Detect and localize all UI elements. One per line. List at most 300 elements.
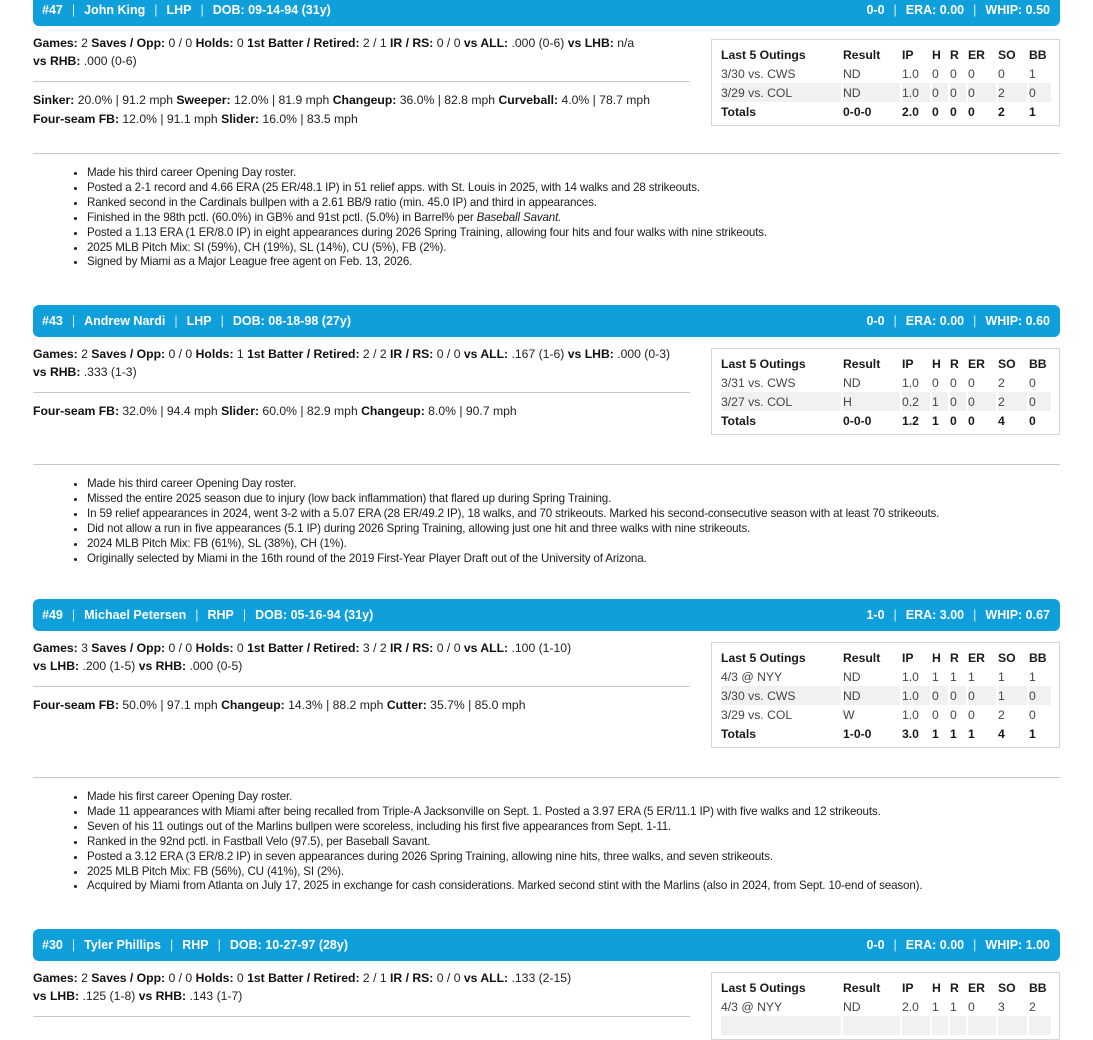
note-item: • Made 11 appearances with Miami after being recalled from Triple-A Jacksonville on Sept. 1. Posted a 3.97 ERA (5 ER/11.1 IP) with five walks and 12 strikeouts. <box>87 805 922 820</box>
player-whip: WHIP: 0.50 <box>985 3 1050 17</box>
cell: 1.0 <box>902 707 919 722</box>
season-stats <box>33 345 703 381</box>
totals-row <box>721 411 1051 430</box>
cell: 1 <box>1029 104 1036 119</box>
cell: H <box>843 392 900 411</box>
pitch-mix <box>33 696 703 715</box>
cell: 0 <box>932 83 948 102</box>
stat-value: .000 (0-3) <box>617 347 671 361</box>
cell: ND <box>843 83 900 102</box>
note-item: • Signed by Miami as a Major League free agent on Feb. 13, 2026. <box>87 255 767 270</box>
stat-label: vs LHB: <box>33 989 80 1003</box>
pitch-value: 12.0% | 91.1 mph <box>122 111 218 126</box>
column-header: R <box>950 356 959 371</box>
stat-value: 3 / 2 <box>362 641 387 655</box>
stat-label: vs LHB: <box>33 659 80 673</box>
note-item: • Ranked second in the Cardinals bullpen with a 2.61 BB/9 ratio (min. 45.0 IP) and third in appearances. <box>87 196 767 211</box>
stat-value: 1 <box>236 347 244 361</box>
cell: 0 <box>932 66 939 81</box>
stat-label: Games: <box>33 641 78 655</box>
divider: | <box>220 314 224 328</box>
stat-value: 2 / 2 <box>362 347 387 361</box>
cell: 1 <box>1029 669 1036 684</box>
stat-value: 0 <box>236 971 244 985</box>
stat-label: Holds: <box>195 971 234 985</box>
cell: 0 <box>968 83 996 102</box>
cell: 0 <box>968 999 975 1014</box>
cell: 0 <box>950 392 966 411</box>
divider-line <box>33 81 690 82</box>
cell: 2.0 <box>902 104 919 119</box>
stat-label: 1st Batter / Retired: <box>247 971 360 985</box>
cell: 0 <box>1029 686 1051 705</box>
cell: 0 <box>932 707 939 722</box>
player-notes <box>71 477 939 566</box>
cell: 0 <box>950 375 957 390</box>
player-dob: DOB: 05-16-94 (31y) <box>255 608 374 622</box>
totals-row <box>721 724 1051 743</box>
cell: 0.2 <box>902 392 930 411</box>
cell: ND <box>843 669 861 684</box>
column-header: SO <box>998 47 1016 62</box>
column-header: Result <box>843 356 881 371</box>
cell: 3/27 vs. COL <box>721 392 841 411</box>
stat-label: Saves / Opp: <box>91 36 166 50</box>
player-whip: WHIP: 1.00 <box>985 938 1050 952</box>
column-header: IP <box>902 356 914 371</box>
cell: 1.0 <box>902 375 919 390</box>
stat-label: vs RHB: <box>138 659 187 673</box>
player-number: #47 <box>42 3 63 17</box>
stat-label: Holds: <box>195 36 234 50</box>
cell: 0-0-0 <box>843 413 872 428</box>
column-header: SO <box>998 356 1016 371</box>
note-item: • Posted a 3.12 ERA (3 ER/8.2 IP) in seven appearances during 2026 Spring Training, allowing nine hits, three walks, and seven strikeouts. <box>87 850 922 865</box>
player-header-bar <box>33 305 1060 337</box>
cell: 1.0 <box>902 83 930 102</box>
cell: 4 <box>998 726 1005 741</box>
stat-label: 1st Batter / Retired: <box>247 347 360 361</box>
stat-value: .333 (1-3) <box>83 365 137 379</box>
column-header: R <box>950 47 959 62</box>
pitch-mix <box>33 91 703 128</box>
cell: 3 <box>998 999 1005 1014</box>
player-summary <box>866 938 1050 952</box>
cell: 0 <box>932 104 939 119</box>
divider: | <box>169 938 174 952</box>
pitch-name: Sweeper: <box>176 93 231 107</box>
divider: | <box>973 314 977 328</box>
stat-label: 1st Batter / Retired: <box>247 36 360 50</box>
stat-value: .000 (0-6) <box>83 54 137 68</box>
player-summary <box>866 314 1050 328</box>
pitch-value: 16.0% | 83.5 mph <box>262 111 358 126</box>
player-number: #43 <box>42 314 63 328</box>
player-identity <box>42 314 351 328</box>
cell: 0 <box>950 104 957 119</box>
column-header: Result <box>843 650 881 665</box>
cell: 1-0-0 <box>843 726 872 741</box>
column-header: Last 5 Outings <box>721 356 806 371</box>
stat-value: .000 (0-5) <box>189 659 243 673</box>
pitch-value: 35.7% | 85.0 mph <box>430 698 526 712</box>
divider: | <box>973 3 977 17</box>
cell: 0 <box>932 686 948 705</box>
column-header: BB <box>1029 980 1047 995</box>
totals-row <box>721 102 1051 121</box>
stat-value: .000 (0-6) <box>511 36 565 50</box>
stat-label: Holds: <box>195 347 234 361</box>
player-name: Michael Petersen <box>84 608 187 622</box>
table-header-row <box>721 978 1051 997</box>
last-5-outings-table <box>711 642 1060 748</box>
note-item: • Posted a 2-1 record and 4.66 ERA (25 ER/48.1 IP) in 51 relief apps. with St. Louis in 2025, with 14 walks and 28 strikeouts. <box>87 181 767 196</box>
column-header: R <box>950 980 959 995</box>
pitch-name: Four-seam FB: <box>33 404 119 418</box>
stat-value: n/a <box>617 36 635 50</box>
column-header: ER <box>968 47 985 62</box>
stat-label: vs ALL: <box>463 36 509 50</box>
player-era: ERA: 0.00 <box>905 3 965 17</box>
player-record: 1-0 <box>866 608 885 622</box>
player-header-bar <box>33 929 1060 961</box>
player-name: Andrew Nardi <box>84 314 166 328</box>
note-item: • Acquired by Miami from Atlanta on July 17, 2025 in exchange for cash considerations. Marked second stint with the Marlins (also in 2024, from Sept. 10-end of season). <box>87 879 922 894</box>
note-item: • Made his third career Opening Day roster. <box>87 477 939 492</box>
stat-value: .200 (1-5) <box>82 659 136 673</box>
note-item: • 2025 MLB Pitch Mix: SI (59%), CH (19%), SL (14%), CU (5%), FB (2%). <box>87 241 767 256</box>
player-position: LHP <box>186 314 212 328</box>
note-item: • 2025 MLB Pitch Mix: FB (56%), CU (41%), SI (2%). <box>87 865 922 880</box>
column-header: H <box>932 650 941 665</box>
divider: | <box>71 608 76 622</box>
player-position: RHP <box>182 938 209 952</box>
stat-value: 0 / 0 <box>436 971 461 985</box>
player-identity <box>42 938 348 952</box>
player-position: RHP <box>207 608 234 622</box>
table-row <box>721 64 1051 83</box>
cell: 2 <box>998 707 1005 722</box>
pitch-name: Slider: <box>221 404 260 418</box>
season-stats <box>33 34 703 70</box>
pitch-value: 50.0% | 97.1 mph <box>122 698 218 712</box>
season-stats <box>33 639 703 675</box>
cell: 1 <box>932 413 939 428</box>
cell: 4/3 @ NYY <box>721 669 783 684</box>
cell: 1 <box>932 999 939 1014</box>
player-position: LHP <box>166 3 192 17</box>
divider-line <box>33 153 1060 154</box>
note-item: • In 59 relief appearances in 2024, went 3-2 with a 5.07 ERA (28 ER/49.2 IP), 18 walks, and 70 strikeouts. Marked his second-consecutive season with at least 70 strikeouts. <box>87 507 939 522</box>
divider: | <box>893 608 897 622</box>
player-record: 0-0 <box>866 938 885 952</box>
player-name: John King <box>84 3 146 17</box>
column-header: SO <box>998 980 1016 995</box>
divider: | <box>200 3 204 17</box>
column-header: H <box>932 47 941 62</box>
stat-label: vs RHB: <box>33 54 81 68</box>
divider: | <box>973 938 977 952</box>
column-header: ER <box>968 980 985 995</box>
cell: 0 <box>968 375 975 390</box>
cell: W <box>843 707 855 722</box>
cell: 3/29 vs. COL <box>721 83 841 102</box>
cell: 0 <box>968 413 975 428</box>
cell: 1 <box>950 999 957 1014</box>
stat-label: Holds: <box>195 641 234 655</box>
column-header: ER <box>968 356 985 371</box>
table-header-row <box>721 354 1051 373</box>
divider-line <box>33 464 1060 465</box>
pitch-name: Changeup: <box>332 93 397 107</box>
note-item: • Made his first career Opening Day roster. <box>87 790 922 805</box>
cell: 0 <box>932 375 939 390</box>
player-record: 0-0 <box>866 3 885 17</box>
cell: ND <box>843 686 900 705</box>
table-row <box>721 686 1051 705</box>
cell: 0 <box>950 413 957 428</box>
cell: 1 <box>998 686 1027 705</box>
last-5-outings-table <box>711 348 1060 435</box>
note-item: • 2024 MLB Pitch Mix: FB (61%), SL (38%), CH (1%). <box>87 537 939 552</box>
table-row <box>721 997 1051 1016</box>
divider: | <box>71 314 76 328</box>
divider-line <box>33 686 690 687</box>
column-header: IP <box>902 650 914 665</box>
stat-value: .143 (1-7) <box>189 989 243 1003</box>
cell: 3/30 vs. CWS <box>721 686 841 705</box>
pitch-name: Curveball: <box>498 93 559 107</box>
cell: 1 <box>950 669 957 684</box>
cell: 0 <box>998 66 1005 81</box>
pitch-value: 14.3% | 88.2 mph <box>288 698 384 712</box>
cell: 1 <box>968 669 975 684</box>
cell: 1.0 <box>902 686 930 705</box>
table-row-partial <box>721 1016 1051 1035</box>
player-dob: DOB: 09-14-94 (31y) <box>212 3 331 17</box>
column-header: IP <box>902 980 914 995</box>
cell: 1 <box>968 726 975 741</box>
stat-value: 0 / 0 <box>436 36 461 50</box>
divider: | <box>242 608 247 622</box>
stat-label: 1st Batter / Retired: <box>247 641 360 655</box>
note-item: • Ranked in the 92nd pctl. in Fastball Velo (97.5), per Baseball Savant. <box>87 835 922 850</box>
cell: 0 <box>1029 707 1036 722</box>
note-text: Finished in the 98th pctl. (60.0%) in GB% and 91st pctl. (5.0%) in Barrel% per <box>87 210 474 224</box>
column-header: SO <box>998 650 1016 665</box>
player-header-bar <box>33 599 1060 631</box>
cell: 1 <box>950 726 957 741</box>
stat-value: .100 (1-10) <box>511 641 572 655</box>
stat-label: Saves / Opp: <box>91 971 166 985</box>
cell: 1 <box>932 392 948 411</box>
cell: 0 <box>1029 375 1036 390</box>
player-name: Tyler Phillips <box>84 938 161 952</box>
cell: 0 <box>1029 413 1036 428</box>
pitch-name: Four-seam FB: <box>33 698 119 712</box>
pitch-name: Cutter: <box>386 698 427 712</box>
cell: 1 <box>932 726 939 741</box>
stat-value: 2 <box>81 347 88 361</box>
cell: 1 <box>998 669 1005 684</box>
player-whip: WHIP: 0.67 <box>985 608 1050 622</box>
column-header: Result <box>843 47 881 62</box>
cell: 0 <box>950 686 966 705</box>
cell: 3.0 <box>902 726 919 741</box>
cell: 0-0-0 <box>843 104 872 119</box>
cell: 2 <box>1029 999 1036 1014</box>
cell: 2 <box>998 104 1005 119</box>
pitch-name: Sinker: <box>33 93 75 107</box>
stat-value: 0 / 0 <box>168 347 193 361</box>
stat-label: vs RHB: <box>138 989 187 1003</box>
player-identity <box>42 608 373 622</box>
stat-value: 0 / 0 <box>168 641 193 655</box>
stat-label: Games: <box>33 347 78 361</box>
cell: 0 <box>968 104 975 119</box>
cell: 2 <box>998 83 1027 102</box>
note-item <box>87 211 767 226</box>
player-summary <box>866 3 1050 17</box>
note-item: • Seven of his 11 outings out of the Marlins bullpen were scoreless, including his first five appearances from Sept. 1-11. <box>87 820 922 835</box>
divider: | <box>71 938 76 952</box>
pitch-value: 60.0% | 82.9 mph <box>262 404 358 418</box>
divider: | <box>893 3 897 17</box>
cell: 3/31 vs. CWS <box>721 375 796 390</box>
player-number: #30 <box>42 938 63 952</box>
cell: Totals <box>721 104 756 119</box>
column-header: ER <box>968 650 985 665</box>
divider: | <box>71 3 76 17</box>
divider: | <box>217 938 221 952</box>
column-header: Last 5 Outings <box>721 47 806 62</box>
last-5-outings-table <box>711 972 1060 1040</box>
stat-value: 2 / 1 <box>362 971 387 985</box>
pitch-value: 4.0% | 78.7 mph <box>561 93 650 107</box>
player-notes <box>71 166 767 270</box>
stat-value: .125 (1-8) <box>82 989 136 1003</box>
cell: 1 <box>1029 66 1036 81</box>
note-item: • Originally selected by Miami in the 16th round of the 2019 First-Year Player Draft out of the University of Arizona. <box>87 552 939 567</box>
column-header: BB <box>1029 356 1047 371</box>
player-header-bar <box>33 0 1060 26</box>
note-item: • Posted a 1.13 ERA (1 ER/8.0 IP) in eight appearances during 2026 Spring Training, allowing four hits and four walks with nine strikeouts. <box>87 226 767 241</box>
cell: 0 <box>968 392 996 411</box>
note-item: • Made his third career Opening Day roster. <box>87 166 767 181</box>
cell: 0 <box>950 707 957 722</box>
stat-label: Saves / Opp: <box>91 347 166 361</box>
stat-value: 0 / 0 <box>168 36 193 50</box>
pitch-value: 8.0% | 90.7 mph <box>428 404 517 418</box>
column-header: R <box>950 650 959 665</box>
column-header: Last 5 Outings <box>721 980 806 995</box>
cell: 0 <box>1029 83 1051 102</box>
cell: 1.0 <box>902 669 919 684</box>
table-row <box>721 392 1051 411</box>
last-5-outings-table <box>711 39 1060 126</box>
stat-value: 2 / 1 <box>362 36 387 50</box>
pitch-name: Changeup: <box>221 698 285 712</box>
cell: 3/29 vs. COL <box>721 707 793 722</box>
player-identity <box>42 3 331 17</box>
column-header: H <box>932 356 941 371</box>
stat-label: vs RHB: <box>33 365 81 379</box>
cell: Totals <box>721 413 756 428</box>
stat-label: IR / RS: <box>390 36 434 50</box>
stat-label: Games: <box>33 971 78 985</box>
pitch-name: Slider: <box>221 111 260 126</box>
stat-value: .133 (2-15) <box>511 971 572 985</box>
cell: 3/30 vs. CWS <box>721 66 796 81</box>
stat-label: vs LHB: <box>567 347 614 361</box>
pitch-value: 20.0% | 91.2 mph <box>77 93 174 107</box>
stat-label: Saves / Opp: <box>91 641 166 655</box>
cell: 1.2 <box>902 413 919 428</box>
divider: | <box>174 314 178 328</box>
cell: 1.0 <box>902 66 919 81</box>
stat-label: vs LHB: <box>567 36 614 50</box>
cell: 4/3 @ NYY <box>721 999 783 1014</box>
cell: 0 <box>950 66 957 81</box>
stat-value: 0 <box>236 36 244 50</box>
column-header: IP <box>902 47 914 62</box>
stat-value: 0 / 0 <box>168 971 193 985</box>
divider: | <box>154 3 158 17</box>
player-dob: DOB: 08-18-98 (27y) <box>232 314 351 328</box>
cell: 0 <box>968 686 996 705</box>
divider-line <box>33 392 690 393</box>
column-header: Last 5 Outings <box>721 650 806 665</box>
table-row <box>721 373 1051 392</box>
stat-label: IR / RS: <box>390 971 434 985</box>
player-era: ERA: 0.00 <box>905 314 965 328</box>
cell: 2 <box>998 392 1027 411</box>
stat-value: 0 <box>236 641 244 655</box>
cell: ND <box>843 999 861 1014</box>
player-number: #49 <box>42 608 63 622</box>
player-whip: WHIP: 0.60 <box>985 314 1050 328</box>
cell: 0 <box>1029 392 1051 411</box>
table-header-row <box>721 45 1051 64</box>
divider: | <box>195 608 199 622</box>
table-row <box>721 705 1051 724</box>
table-row <box>721 667 1051 686</box>
stat-label: vs ALL: <box>463 971 509 985</box>
stat-value: 3 <box>81 641 88 655</box>
cell: Totals <box>721 726 756 741</box>
cell: 0 <box>968 66 975 81</box>
player-era: ERA: 0.00 <box>905 938 965 952</box>
pitch-value: 32.0% | 94.4 mph <box>122 404 218 418</box>
stat-label: Games: <box>33 36 78 50</box>
player-dob: DOB: 10-27-97 (28y) <box>229 938 348 952</box>
note-item: • Did not allow a run in five appearances (5.1 IP) during 2026 Spring Training, allowing just one hit and three walks with nine strikeouts. <box>87 522 939 537</box>
stat-value: 2 <box>81 971 88 985</box>
stat-value: .167 (1-6) <box>511 347 565 361</box>
cell: 2.0 <box>902 999 919 1014</box>
divider-line <box>33 777 1060 778</box>
column-header: BB <box>1029 47 1047 62</box>
divider-line <box>33 1016 690 1017</box>
pitch-name: Four-seam FB: <box>33 111 119 126</box>
pitch-value: 12.0% | 81.9 mph <box>234 93 330 107</box>
cell: ND <box>843 375 861 390</box>
column-header: Result <box>843 980 881 995</box>
stat-value: 0 / 0 <box>436 641 461 655</box>
cell: 1 <box>1029 726 1036 741</box>
cell: ND <box>843 66 861 81</box>
stat-value: 2 <box>81 36 88 50</box>
